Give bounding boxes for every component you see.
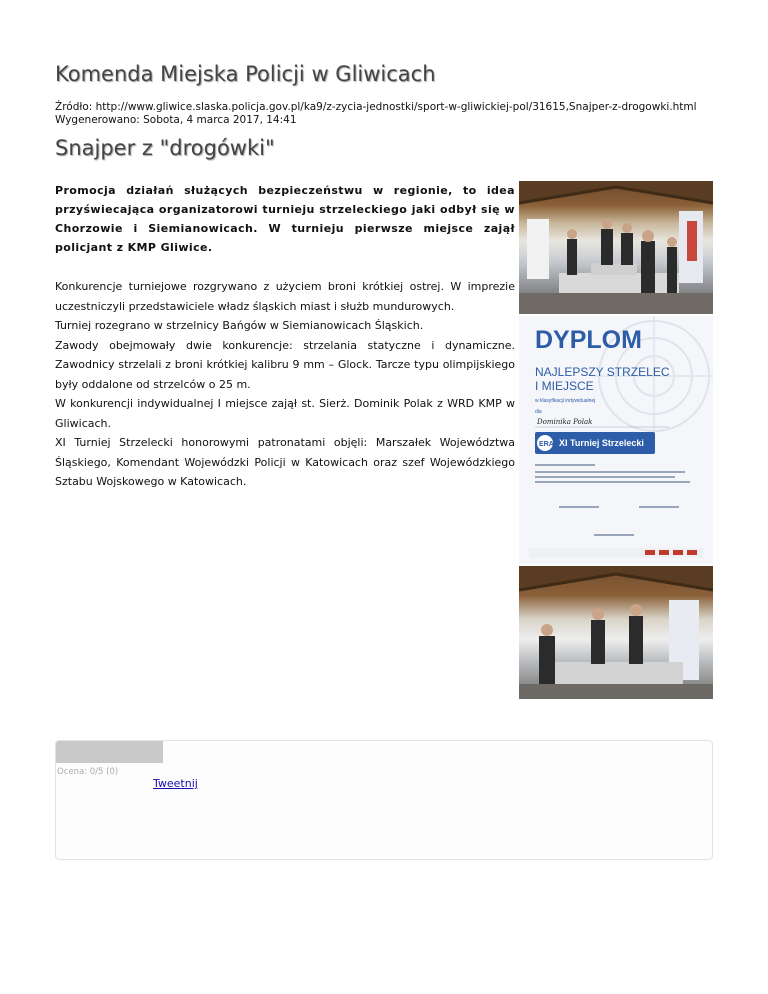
document-meta [55,101,697,127]
paragraph: XI Turniej Strzelecki honorowymi patronatami objęli: Marszałek Województwa Śląskiego, Komendant Wojewódzki Policji w Katowicach oraz szef Wojewódzkiego Sztabu Wojskowego w Katowicach. [55,436,515,488]
article-title: Snajper z "drogówki" [55,136,275,160]
diploma-line1: NAJLEPSZY STRZELEC [535,365,670,379]
paragraph: W konkurencji indywidualnej I miejsce zajął st. Sierż. Dominik Polak z WRD KMP w Gliwicach. [55,397,515,430]
paragraph: Konkurencje turniejowe rozgrywano z użyciem broni krótkiej ostrej. W imprezie uczestniczyli przedstawiciele władz śląskich miast i służb mundurowych. [55,280,515,313]
diploma-name: Dominika Polak [537,418,593,426]
source-url: Źródło: http://www.gliwice.slaska.policja.gov.pl/ka9/z-zycia-jednostki/sport-w-gliwickiej-pol/31615,Snajper-z-drogowki.html [55,101,697,113]
svg-text:ERA: ERA [539,441,554,448]
diploma-for: dla [535,409,542,415]
rating-stars-bar[interactable] [56,741,163,763]
paragraph: Zawody obejmowały dwie konkurencje: strzelania statyczne i dynamiczne. Zawodnicy strzelali z broni krótkiej kalibru 9 mm – Glock. Tarcze typu olimpijskiego były oddalone od strzelców o 25 m. [55,338,515,391]
diploma-image [519,316,713,564]
rating-panel [55,740,713,860]
diploma-event: XI Turniej Strzelecki [559,438,644,448]
article-lead: Promocja działań służących bezpieczeństwu w regionie, to idea przyświecająca organizatorowi turnieju strzeleckiego jaki odbył się w Chorzowie i Siemianowicach. W turnieju pierwsze miejsce zajął policjant z KMP Gliwice. [55,184,515,254]
site-title: Komenda Miejska Policji w Gliwicach [55,62,436,86]
diploma-category: w klasyfikacji indywidualnej [535,398,596,404]
tweet-link[interactable]: Tweetnij [153,777,198,790]
rating-text: Ocena: 0/5 (0) [57,767,119,777]
podium-photo [519,181,713,314]
generated-date: Wygenerowano: Sobota, 4 marca 2017, 14:41 [55,114,297,126]
diploma-heading: DYPLOM [535,326,642,354]
paragraph: Turniej rozegrano w strzelnicy Bańgów w Siemianowicach Śląskich. [55,319,424,332]
ceremony-photo [519,566,713,699]
diploma-line2: I MIEJSCE [535,379,594,393]
article-body [55,277,515,492]
